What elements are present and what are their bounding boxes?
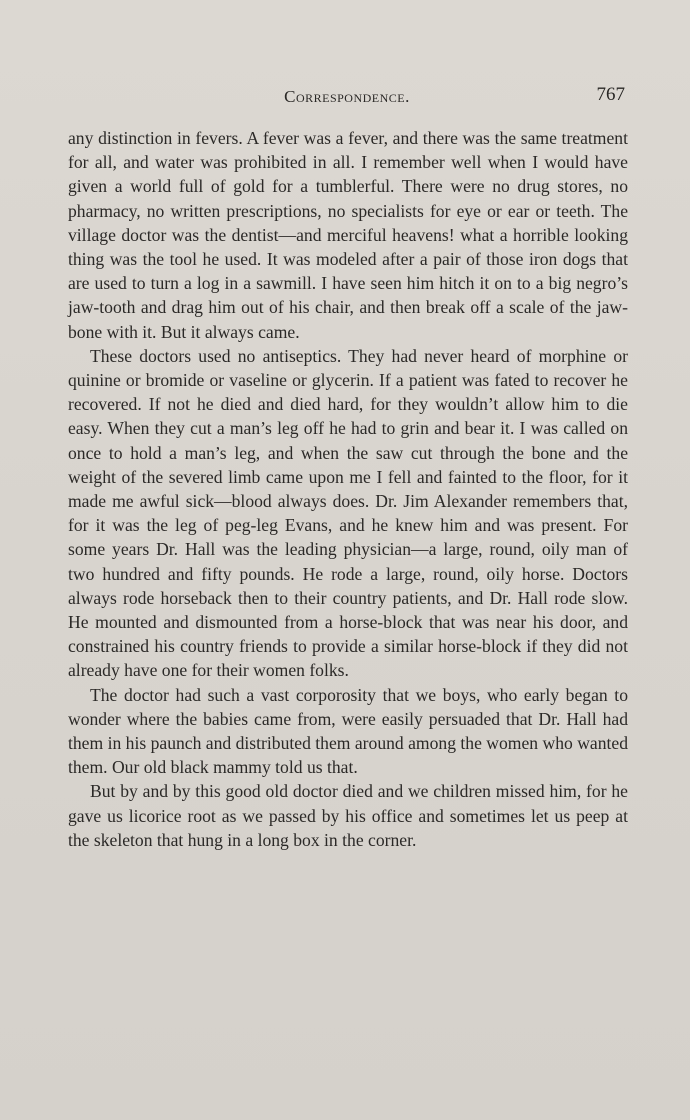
running-head: Correspondence.: [284, 87, 410, 106]
page-number: 767: [596, 84, 625, 105]
paragraph: But by and by this good old doctor died and we children missed him, for he gave us licorice root as we passed by his office and sometimes let us peep at the skeleton that hung in a long box in the corner.: [68, 781, 628, 850]
paragraph: These doctors used no antiseptics. They had never heard of morphine or quinine or bromide or vaseline or glycerin. If a patient was fated to recover he recovered. If not he died and died hard, for they wouldn’t allow him to die easy. When they cut a man’s leg off he had to grin and bear it. I was called on once to hold a man’s leg, and when the saw cut through the bone and the weight of the severed limb came upon me I fell and fainted to the floor, for it made me awful sick—blood always does. Dr. Jim Alexander remembers that, for it was the leg of peg-leg Evans, and he knew him and was present. For some years Dr. Hall was the leading physician—a large, round, oily man of two hundred and fifty pounds. He rode a large, round, oily horse. Doctors always rode horseback then to their country patients, and Dr. Hall rode slow. He mounted and dismounted from a horse-block that was near his door, and constrained his country friends to provide a similar horse-block if they did not already have one for their women folks.: [68, 345, 628, 681]
paragraph: any distinction in fevers. A fever was a fever, and there was the same treatment for all, and water was prohibited in all. I remember well when I would have given a world full of gold for a tumblerful. There were no drug stores, no pharmacy, no written prescriptions, no specialists for eye or ear or teeth. The village doctor was the dentist—and merciful heavens! what a horrible looking thing was the tool he used. It was modeled after a pair of those iron dogs that are used to turn a log in a sawmill. I have seen him hitch it on to a big negro’s jaw-tooth and drag him out of his chair, and then break off a scale of the jaw-bone with it. But it always came.: [68, 128, 628, 342]
paragraph: The doctor had such a vast corporosity that we boys, who early began to wonder where the babies came from, were easily persuaded that Dr. Hall had them in his paunch and distributed them around among the women who wanted them. Our old black mammy told us that.: [68, 684, 628, 778]
body-text: [68, 126, 628, 852]
page-header: [67, 84, 627, 108]
